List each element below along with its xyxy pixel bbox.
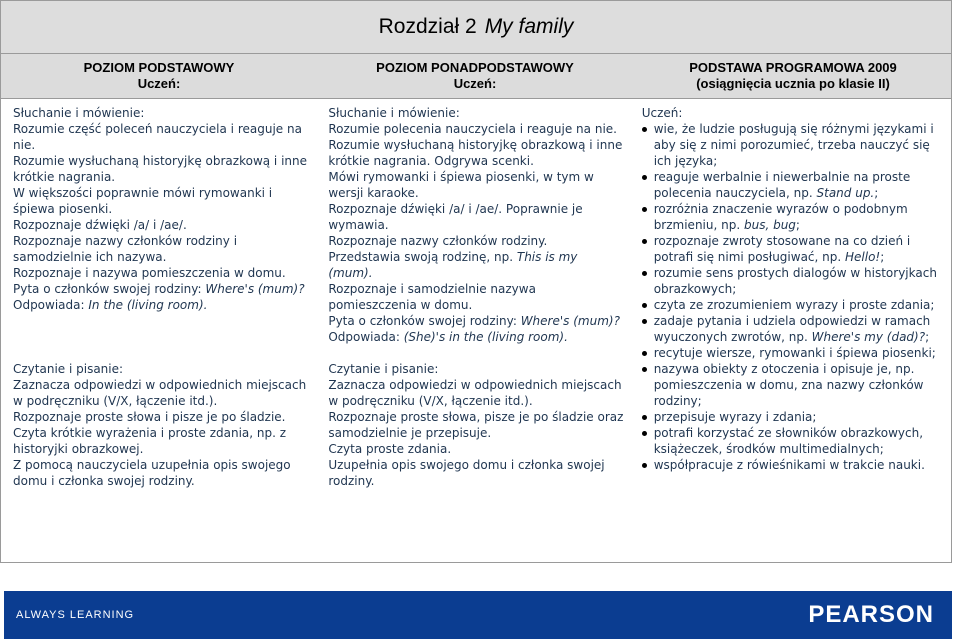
- footer-tagline: ALWAYS LEARNING: [16, 609, 135, 621]
- header-advanced-level: [317, 54, 633, 98]
- curriculum-list: [642, 121, 943, 473]
- header-basic-level: [1, 54, 317, 98]
- list-item: czyta ze zrozumieniem wyrazy i proste zdania;: [642, 297, 943, 313]
- skill-text: Rozpoznaje proste słowa i pisze je po śladzie.: [13, 410, 286, 424]
- list-item: potrafi korzystać ze słowników obrazkowych, książeczek, środków multimedialnych;: [642, 425, 943, 457]
- skill-text: Rozpoznaje dźwięki /a/ i /ae/.: [13, 218, 187, 232]
- section-heading: Słuchanie i mówienie:: [328, 106, 460, 120]
- section-heading: Czytanie i pisanie:: [328, 362, 439, 376]
- skill-text: Mówi rymowanki i śpiewa piosenki, w tym w wersji karaoke.: [328, 170, 594, 200]
- header-basic-line2: Uczeń:: [137, 76, 181, 91]
- list-item: rozumie sens prostych dialogów w historyjkach obrazkowych;: [642, 265, 943, 297]
- skill-text: Zaznacza odpowiedzi w odpowiednich miejscach w podręczniku (V/X, łączenie itd.).: [13, 378, 307, 408]
- skill-text: Zaznacza odpowiedzi w odpowiednich miejscach w podręczniku (V/X, łączenie itd.).: [328, 378, 622, 408]
- skill-text: Rozumie wysłuchaną historyjkę obrazkową i inne krótkie nagrania.: [13, 154, 307, 184]
- header-advanced-line2: Uczeń:: [453, 76, 497, 91]
- skill-text: W większości poprawnie mówi rymowanki i śpiewa piosenki.: [13, 186, 273, 216]
- header-advanced-line1: POZIOM PONADPODSTAWOWY: [376, 60, 574, 75]
- skill-text: Pyta o członków swojej rodziny: Where's (mum)? Odpowiada: (She)'s in the (living room).: [328, 314, 620, 344]
- publisher-footer: [4, 591, 952, 639]
- chapter-title: [0, 0, 952, 54]
- skill-text: Rozpoznaje nazwy członków rodziny.: [328, 234, 548, 248]
- table-header-row: [0, 54, 952, 99]
- skill-text: Czyta krótkie wyrażenia i proste zdania, np. z historyjki obrazkowej.: [13, 426, 287, 456]
- chapter-title-prefix: Rozdział 2: [378, 15, 477, 38]
- skill-text: Rozpoznaje i nazywa pomieszczenia w domu.: [13, 266, 286, 280]
- list-item: nazywa obiekty z otoczenia i opisuje je, np. pomieszczenia w domu, zna nazwy członków rodziny;: [642, 361, 943, 409]
- table-body-row: [0, 99, 952, 563]
- list-item: rozróżnia znaczenie wyrazów o podobnym brzmieniu, np. bus, bug;: [642, 201, 943, 233]
- skill-text: Rozpoznaje proste słowa, pisze je po śladzie oraz samodzielnie je przepisuje.: [328, 410, 624, 440]
- skill-text: Przedstawia swoją rodzinę, np. This is my (mum).: [328, 250, 578, 280]
- header-curriculum-line1: PODSTAWA PROGRAMOWA 2009: [689, 60, 897, 75]
- list-item: przepisuje wyrazy i zdania;: [642, 409, 943, 425]
- skill-text: Rozpoznaje i samodzielnie nazywa pomieszczenia w domu.: [328, 282, 536, 312]
- header-curriculum-line2: (osiągnięcia ucznia po klasie II): [696, 76, 890, 91]
- skill-text: Z pomocą nauczyciela uzupełnia opis swojego domu i członka swojej rodziny.: [13, 458, 291, 488]
- curriculum-column: [632, 99, 951, 562]
- skill-text: Rozumie wysłuchaną historyjkę obrazkową i inne krótkie nagrania. Odgrywa scenki.: [328, 138, 623, 168]
- list-item: współpracuje z rówieśnikami w trakcie nauki.: [642, 457, 943, 473]
- list-item: rozpoznaje zwroty stosowane na co dzień i potrafi się nimi posługiwać, np. Hello!;: [642, 233, 943, 265]
- skill-text: Uzupełnia opis swojego domu i członka swojej rodziny.: [328, 458, 605, 488]
- skill-text: Rozumie część poleceń nauczyciela i reaguje na nie.: [13, 122, 302, 152]
- list-item: recytuje wiersze, rymowanki i śpiewa piosenki;: [642, 345, 943, 361]
- advanced-level-column: [316, 99, 631, 562]
- skill-text: Rozpoznaje nazwy członków rodziny i samodzielnie ich nazywa.: [13, 234, 238, 264]
- header-curriculum: [633, 54, 953, 98]
- section-heading: Czytanie i pisanie:: [13, 362, 124, 376]
- chapter-title-italic: My family: [484, 15, 574, 38]
- section-heading: Słuchanie i mówienie:: [13, 106, 145, 120]
- basic-level-column: [1, 99, 316, 562]
- list-item: zadaje pytania i udziela odpowiedzi w ramach wyuczonych zwrotów, np. Where's my (dad)?;: [642, 313, 943, 345]
- skill-text: Pyta o członków swojej rodziny: Where's (mum)? Odpowiada: In the (living room).: [13, 282, 305, 312]
- list-item: reaguje werbalnie i niewerbalnie na proste polecenia nauczyciela, np. Stand up.;: [642, 169, 943, 201]
- skill-text: Rozpoznaje dźwięki /a/ i /ae/. Poprawnie je wymawia.: [328, 202, 583, 232]
- header-basic-line1: POZIOM PODSTAWOWY: [83, 60, 235, 75]
- publisher-logo: PEARSON: [808, 601, 934, 628]
- list-item: wie, że ludzie posługują się różnymi językami i aby się z nimi porozumieć, trzeba nauczyć się ich języka;: [642, 121, 943, 169]
- skill-text: Rozumie polecenia nauczyciela i reaguje na nie.: [328, 122, 617, 136]
- skill-text: Czyta proste zdania.: [328, 442, 452, 456]
- section-heading: Uczeń:: [641, 106, 683, 120]
